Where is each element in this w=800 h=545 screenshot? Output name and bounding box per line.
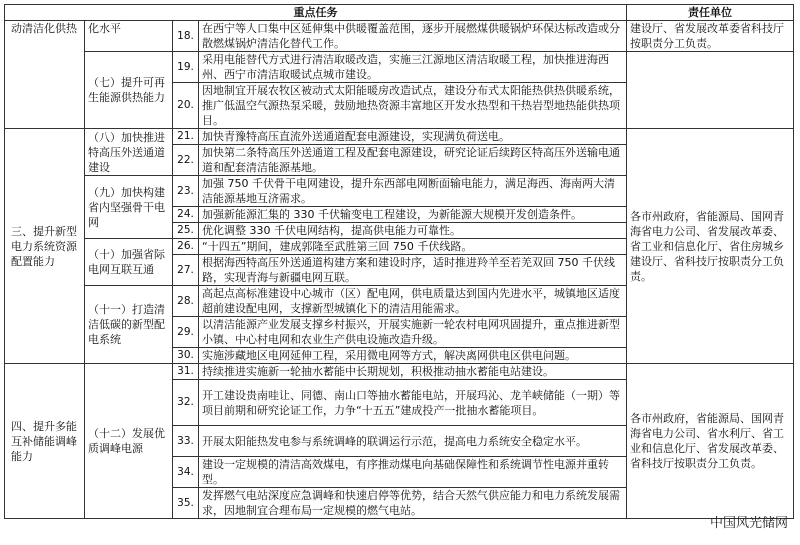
table-row bbox=[5, 21, 794, 52]
row-number: 29. bbox=[173, 317, 199, 348]
row-number: 25. bbox=[173, 223, 199, 239]
responsible-unit-cell: 建设厅、省发展改革委省科技厅按职责分工负责。 bbox=[627, 21, 794, 52]
task-text: 高起点高标准建设中心城市（区）配电网，供电质量达到国内先进水平，城镇地区适度超前建设配电网，支撑新型城镇化下的清洁用能需求。 bbox=[199, 286, 627, 317]
responsible-unit-cell: 各市州政府，省能源局、国网青海省电力公司、省发展改革委、省工业和信息化厅、省住房城乡建设厅、省科技厅按职责分工负责。 bbox=[627, 129, 794, 364]
table-row bbox=[5, 129, 794, 145]
row-number: 30. bbox=[173, 348, 199, 364]
task-text: 加强 750 千伏骨干电网建设，提升东西部电网断面输电能力，满足海西、海南两大清洁能源基地互济需求。 bbox=[199, 176, 627, 207]
task-text: 实施涉藏地区电网延伸工程，采用微电网等方式，解决离网供电区供电问题。 bbox=[199, 348, 627, 364]
responsible-unit-cell: 各市州政府，省能源局、国网青海省电力公司、省水利厅、省工业和信息化厅、省发展改革委、省科技厅按职责分工负责。 bbox=[627, 364, 794, 519]
category-cell: 动清洁化供热 bbox=[5, 21, 85, 129]
empty-cell bbox=[627, 52, 794, 129]
subcategory-cell: （七）提升可再生能源供热能力 bbox=[85, 52, 173, 129]
row-number: 31. bbox=[173, 364, 199, 380]
row-number: 22. bbox=[173, 145, 199, 176]
header-key-tasks: 重点任务 bbox=[5, 5, 627, 21]
row-number: 21. bbox=[173, 129, 199, 145]
row-number: 19. bbox=[173, 52, 199, 83]
task-text: 根据海西特高压外送通道构建方案和建设时序，适时推进羚羊至若羌双回 750 千伏线路，实现青海与新疆电网互联。 bbox=[199, 255, 627, 286]
subcategory-cell: （十二）发展优质调峰电源 bbox=[85, 364, 173, 519]
header-row bbox=[5, 5, 794, 21]
task-text: 开展太阳能热发电参与系统调峰的联调运行示范，提高电力系统安全稳定水平。 bbox=[199, 426, 627, 457]
subcategory-cell: （九）加快构建省内坚强骨干电网 bbox=[85, 176, 173, 239]
header-responsible-unit: 责任单位 bbox=[627, 5, 794, 21]
task-text: 持续推进实施新一轮抽水蓄能中长期规划，积极推动抽水蓄能电站建设。 bbox=[199, 364, 627, 380]
row-number: 26. bbox=[173, 239, 199, 255]
task-text: 因地制宜开展农牧区被动式太阳能暖房改造试点，建设分布式太阳能热供热供暖系统，推广低温空气源热泵采暖，鼓励地热资源丰富地区开发水热型和干热岩型地热能供热项目。 bbox=[199, 83, 627, 129]
task-text: 加快青豫特高压直流外送通道配套电源建设，实现满负荷送电。 bbox=[199, 129, 627, 145]
subcategory-cell: （八）加快推进特高压外送通道建设 bbox=[85, 129, 173, 176]
table-row bbox=[5, 52, 794, 83]
task-text: 发挥燃气电站深度应急调峰和快速启停等优势，结合天然气供应能力和电力系统发展需求，因地制宜合理布局一定规模的燃气电站。 bbox=[199, 488, 627, 519]
watermark-text: 中国风光储网 bbox=[709, 516, 788, 531]
row-number: 27. bbox=[173, 255, 199, 286]
task-text: 优化调整 330 千伏电网结构，提高供电能力可靠性。 bbox=[199, 223, 627, 239]
task-text: 开工建设贵南哇让、同德、南山口等抽水蓄能电站，开展玛沁、龙羊峡储能（一期）等项目前期和研究论证工作，力争“十五五”建成投产一批抽水蓄能项目。 bbox=[199, 380, 627, 426]
subcategory-cell: （十一）打造清洁低碳的新型配电系统 bbox=[85, 286, 173, 364]
row-number: 24. bbox=[173, 207, 199, 223]
category-cell: 三、提升新型电力系统资源配置能力 bbox=[5, 129, 85, 364]
row-number: 33. bbox=[173, 426, 199, 457]
row-number: 35. bbox=[173, 488, 199, 519]
category-cell: 四、提升多能互补储能调峰能力 bbox=[5, 364, 85, 519]
row-number: 28. bbox=[173, 286, 199, 317]
row-number: 32. bbox=[173, 380, 199, 426]
task-text: 建设一定规模的清洁高效煤电，有序推动煤电向基础保障性和系统调节性电源并重转型。 bbox=[199, 457, 627, 488]
row-number: 18. bbox=[173, 21, 199, 52]
row-number: 20. bbox=[173, 83, 199, 129]
table-row bbox=[5, 364, 794, 380]
subcategory-cell: 化水平 bbox=[85, 21, 173, 52]
task-text: 加快第二条特高压外送通道工程及配套电源建设，研究论证后续跨区特高压外送输电通道和配套清洁能源基地。 bbox=[199, 145, 627, 176]
task-text: 在西宁等人口集中区延伸集中供暖覆盖范围，逐步开展燃煤供暖锅炉环保达标改造或分散燃煤锅炉清洁化替代工作。 bbox=[199, 21, 627, 52]
task-text: 采用电能替代方式进行清洁取暖改造，实施三江源地区清洁取暖工程，加快推进海西州、西宁市清洁取暖试点城市建设。 bbox=[199, 52, 627, 83]
task-text: 以清洁能源产业发展支撑乡村振兴，开展实施新一轮农村电网巩固提升，重点推进新型小镇、中心村电网和农业生产供电设施改造升级。 bbox=[199, 317, 627, 348]
task-text: 加强新能源汇集的 330 千伏输变电工程建设，为新能源大规模开发创造条件。 bbox=[199, 207, 627, 223]
task-text: “十四五”期间，建成郭隆至武胜第三回 750 千伏线路。 bbox=[199, 239, 627, 255]
key-tasks-table bbox=[4, 4, 794, 519]
row-number: 34. bbox=[173, 457, 199, 488]
subcategory-cell: （十）加强省际电网互联互通 bbox=[85, 239, 173, 286]
row-number: 23. bbox=[173, 176, 199, 207]
